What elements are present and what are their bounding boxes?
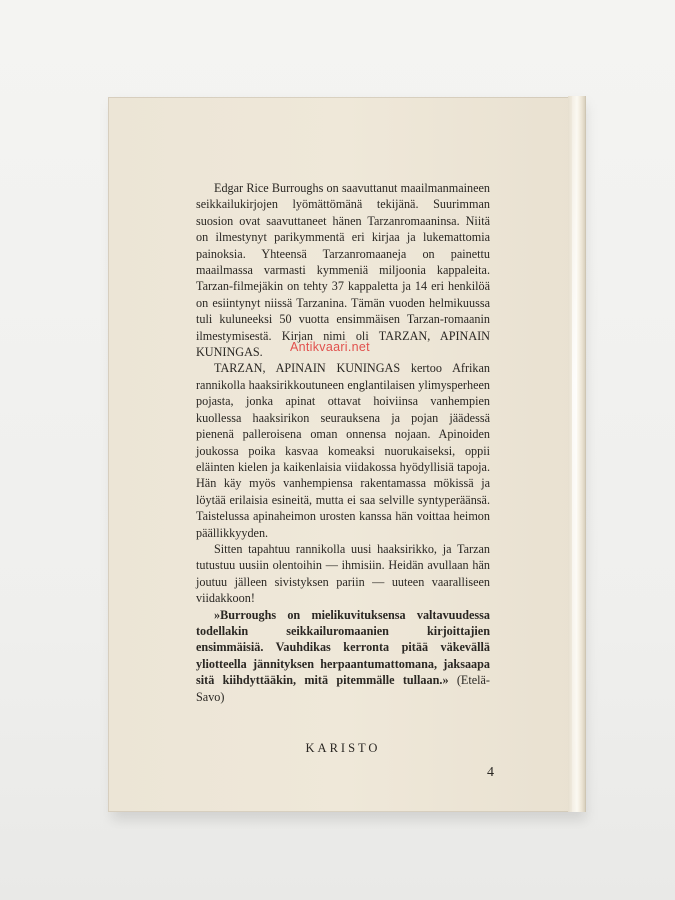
review-quote	[196, 607, 490, 705]
book-spine	[568, 96, 586, 812]
blurb-paragraph-3: Sitten tapahtuu rannikolla uusi haaksirikko, ja Tarzan tutustuu uusiin olentoihin — ihmisiin. Heidän avullaan hän joutuu jälleen sivistyksen pariin — uuteen vaaralliseen viidakkoon!	[196, 541, 490, 606]
publisher-name: KARISTO	[305, 741, 381, 755]
spine-glare	[572, 96, 577, 812]
watermark: Antikvaari.net	[290, 340, 370, 354]
blurb-text	[196, 180, 490, 705]
review-quote-text: »Burroughs on mielikuvituksensa valtavuudessa todellakin seikkailuromaanien kirjoittajien ensimmäisiä. Vauhdikas kerronta pitää väkevällä yliotteella jännityksen herpaantumattomana, jaksaapa sitä kiihdyttääkin, mitä pitemmälle tullaan.»	[196, 607, 490, 688]
blurb-paragraph-2: TARZAN, APINAIN KUNINGAS kertoo Afrikan rannikolla haaksirikkoutuneen englantilaisen ylimysperheen pojasta, jonka apinat ottavat hoiviinsa vanhempien kuollessa haaksirikon seurauksena ja pojan jäädessä pienenä palleroisena oman onnensa nojaan. Apinoiden joukossa poika kasvaa komeaksi nuorukaiseksi, oppii eläinten kielen ja kaikenlaisia viidakossa hyödyllisiä tapoja. Hän käy myös vanhempiensa rakentamassa mökissä ja löytää erilaisia esineitä, mutta ei saa selville syntyperäänsä. Taistelussa apinaheimon urosten kanssa hän voittaa heimon päällikkyyden.	[196, 361, 490, 540]
review-source: (Etelä-Savo)	[196, 673, 490, 704]
blurb-paragraph-1: Edgar Rice Burroughs on saavuttanut maailmanmaineen seikkailukirjojen lyömättömänä tekijänä. Suurimman suosion ovat saavuttaneet hänen Tarzanromaaninsa. Niitä on ilmestynyt parikymmentä eri kirjaa ja lukemattomia painoksia. Yhteensä Tarzanromaaneja on painettu maailmassa varmasti kymmeniä miljoonia kappaleita. Tarzan-filmejäkin on tehty 37 kappaletta ja 14 eri henkilöä on esiintynyt niissä Tarzanina. Tämän vuoden helmikuussa tuli kuluneeksi 50 vuotta ensimmäisen Tarzan-romaanin ilmestymisestä. Kirjan nimi oli TARZAN, APINAIN KUNINGAS.	[196, 181, 490, 360]
page-number: 4	[487, 765, 494, 780]
